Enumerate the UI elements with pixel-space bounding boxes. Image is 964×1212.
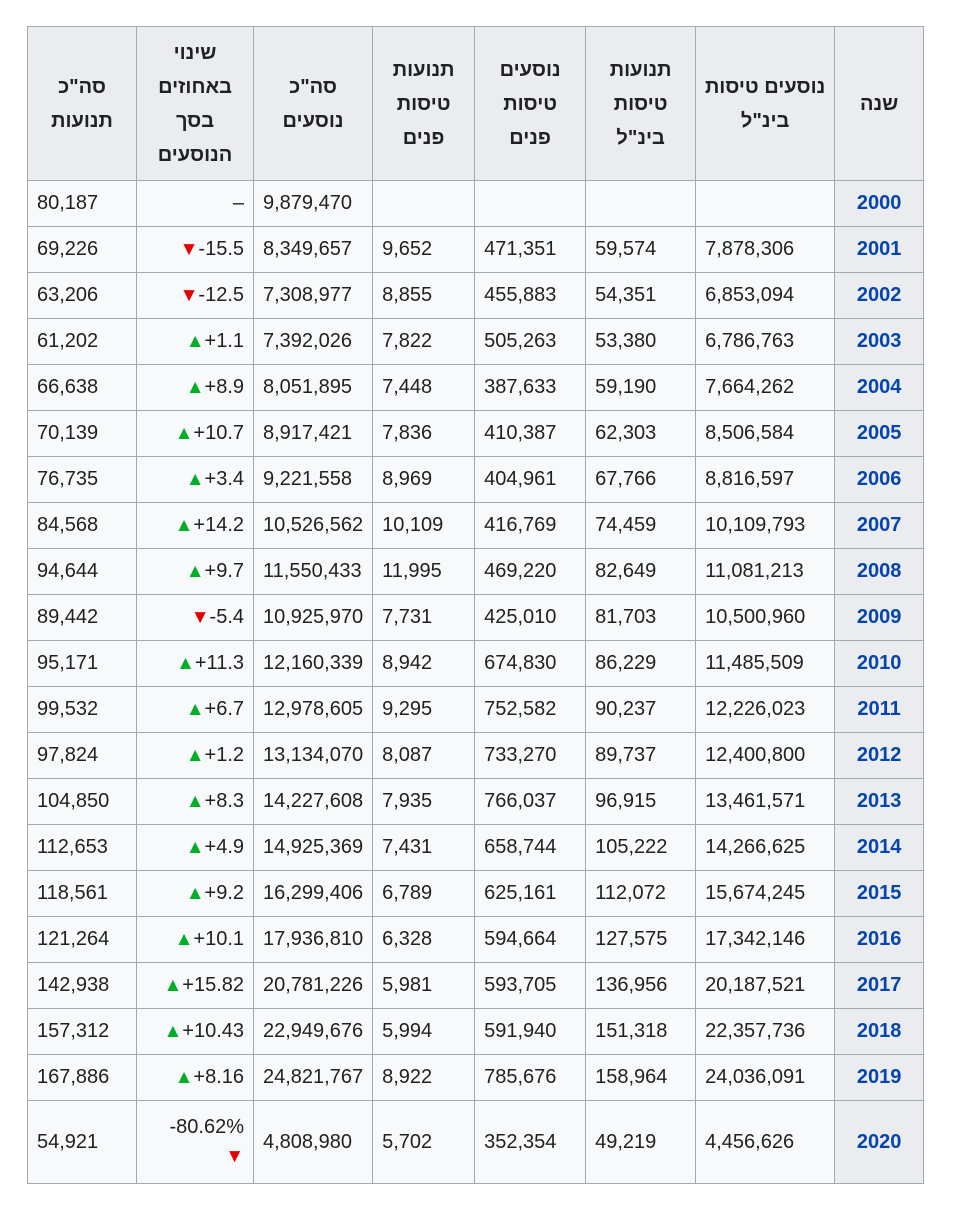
change-value: +9.2 — [204, 882, 244, 904]
total-movements-cell: 63,206 — [28, 273, 137, 319]
triangle-up-icon: ▲ — [185, 837, 205, 858]
change-cell — [137, 549, 254, 595]
table-row — [28, 871, 924, 917]
year-link[interactable]: 2001 — [856, 238, 902, 260]
triangle-down-icon: ▼ — [225, 1146, 244, 1167]
total-movements-cell: 70,139 — [28, 411, 137, 457]
header-dom-movements: תנועות טיסות פנים — [373, 27, 475, 181]
intl-movements-cell: 62,303 — [586, 411, 696, 457]
total-passengers-cell: 20,781,226 — [254, 963, 373, 1009]
dom-movements-cell: 8,942 — [373, 641, 475, 687]
change-value: +11.3 — [194, 652, 244, 674]
table-row — [28, 1009, 924, 1055]
total-movements-cell: 118,561 — [28, 871, 137, 917]
total-passengers-cell: 8,349,657 — [254, 227, 373, 273]
dom-passengers-cell: 469,220 — [475, 549, 586, 595]
year-link[interactable]: 2007 — [856, 514, 902, 536]
change-value: +8.16 — [193, 1066, 244, 1088]
change-cell — [137, 227, 254, 273]
total-movements-cell: 54,921 — [28, 1101, 137, 1184]
table-row — [28, 1101, 924, 1184]
year-link[interactable]: 2000 — [856, 192, 902, 214]
intl-movements-cell: 49,219 — [586, 1101, 696, 1184]
dom-movements-cell: 8,922 — [373, 1055, 475, 1101]
total-movements-cell: 99,532 — [28, 687, 137, 733]
intl-passengers-cell: 6,853,094 — [696, 273, 835, 319]
change-value: +15.82 — [182, 974, 244, 996]
intl-passengers-cell: 12,226,023 — [696, 687, 835, 733]
table-row — [28, 273, 924, 319]
change-value: +1.2 — [204, 744, 244, 766]
triangle-up-icon: ▲ — [163, 975, 183, 996]
year-link[interactable]: 2014 — [856, 836, 902, 858]
dom-movements-cell: 5,702 — [373, 1101, 475, 1184]
change-value: +1.1 — [204, 330, 244, 352]
intl-movements-cell: 74,459 — [586, 503, 696, 549]
year-cell — [835, 457, 924, 503]
total-movements-cell: 157,312 — [28, 1009, 137, 1055]
change-cell — [137, 411, 254, 457]
change-value: -80.62% — [169, 1116, 244, 1138]
dom-passengers-cell: 733,270 — [475, 733, 586, 779]
year-link[interactable]: 2003 — [856, 330, 902, 352]
change-value: +3.4 — [204, 468, 244, 490]
total-passengers-cell: 12,978,605 — [254, 687, 373, 733]
header-year: שנה — [835, 27, 924, 181]
total-movements-cell: 142,938 — [28, 963, 137, 1009]
intl-movements-cell: 82,649 — [586, 549, 696, 595]
triangle-up-icon: ▲ — [174, 1067, 194, 1088]
intl-movements-cell: 136,956 — [586, 963, 696, 1009]
total-passengers-cell: 8,051,895 — [254, 365, 373, 411]
total-passengers-cell: 24,821,767 — [254, 1055, 373, 1101]
year-cell — [835, 411, 924, 457]
total-movements-cell: 112,653 — [28, 825, 137, 871]
change-cell — [137, 1101, 254, 1184]
change-value: +9.7 — [204, 560, 244, 582]
table-row — [28, 411, 924, 457]
dom-movements-cell: 7,448 — [373, 365, 475, 411]
total-passengers-cell: 14,227,608 — [254, 779, 373, 825]
dom-passengers-cell: 404,961 — [475, 457, 586, 503]
dom-passengers-cell: 387,633 — [475, 365, 586, 411]
triangle-up-icon: ▲ — [185, 791, 205, 812]
year-cell — [835, 1055, 924, 1101]
change-cell — [137, 503, 254, 549]
table-row — [28, 181, 924, 227]
change-cell — [137, 733, 254, 779]
change-cell — [137, 273, 254, 319]
year-link[interactable]: 2002 — [856, 284, 902, 306]
total-passengers-cell: 9,221,558 — [254, 457, 373, 503]
intl-passengers-cell: 4,456,626 — [696, 1101, 835, 1184]
dom-passengers-cell: 455,883 — [475, 273, 586, 319]
dom-movements-cell: 6,789 — [373, 871, 475, 917]
intl-passengers-cell: 13,461,571 — [696, 779, 835, 825]
dom-movements-cell: 5,981 — [373, 963, 475, 1009]
dom-passengers-cell: 416,769 — [475, 503, 586, 549]
dom-movements-cell: 8,969 — [373, 457, 475, 503]
table-row — [28, 779, 924, 825]
year-cell — [835, 825, 924, 871]
total-passengers-cell: 16,299,406 — [254, 871, 373, 917]
dom-passengers-cell: 505,263 — [475, 319, 586, 365]
triangle-up-icon: ▲ — [174, 423, 194, 444]
dom-passengers-cell: 674,830 — [475, 641, 586, 687]
change-cell — [137, 365, 254, 411]
year-cell — [835, 319, 924, 365]
year-cell — [835, 365, 924, 411]
total-movements-cell: 80,187 — [28, 181, 137, 227]
dom-passengers-cell: 658,744 — [475, 825, 586, 871]
triangle-up-icon: ▲ — [185, 377, 205, 398]
year-link[interactable]: 2020 — [856, 1130, 902, 1153]
dom-movements-cell: 7,935 — [373, 779, 475, 825]
triangle-down-icon: ▼ — [190, 607, 210, 628]
change-value: +8.3 — [204, 790, 244, 812]
intl-passengers-cell: 6,786,763 — [696, 319, 835, 365]
total-movements-cell: 61,202 — [28, 319, 137, 365]
dom-passengers-cell: 593,705 — [475, 963, 586, 1009]
year-cell — [835, 549, 924, 595]
intl-passengers-cell: 20,187,521 — [696, 963, 835, 1009]
change-value: -12.5 — [198, 284, 244, 306]
triangle-up-icon: ▲ — [185, 561, 205, 582]
intl-movements-cell — [586, 181, 696, 227]
triangle-up-icon: ▲ — [174, 929, 194, 950]
change-cell — [137, 181, 254, 227]
year-link[interactable]: 2013 — [856, 790, 902, 812]
triangle-up-icon: ▲ — [185, 883, 205, 904]
total-passengers-cell: 10,526,562 — [254, 503, 373, 549]
dom-passengers-cell: 425,010 — [475, 595, 586, 641]
change-cell — [137, 457, 254, 503]
intl-movements-cell: 96,915 — [586, 779, 696, 825]
change-value: +10.43 — [182, 1020, 244, 1042]
total-movements-cell: 76,735 — [28, 457, 137, 503]
total-passengers-cell: 9,879,470 — [254, 181, 373, 227]
triangle-up-icon: ▲ — [185, 745, 205, 766]
year-link[interactable]: 2015 — [856, 882, 902, 904]
total-movements-cell: 167,886 — [28, 1055, 137, 1101]
table-row — [28, 319, 924, 365]
dom-movements-cell: 7,731 — [373, 595, 475, 641]
intl-movements-cell: 151,318 — [586, 1009, 696, 1055]
year-cell — [835, 687, 924, 733]
intl-movements-cell: 67,766 — [586, 457, 696, 503]
change-cell — [137, 687, 254, 733]
header-change-pct: שינוי באחוזים בסך הנוסעים — [137, 27, 254, 181]
triangle-up-icon: ▲ — [185, 699, 205, 720]
dom-movements-cell: 11,995 — [373, 549, 475, 595]
table-row — [28, 687, 924, 733]
change-value: – — [232, 192, 244, 214]
change-cell — [137, 917, 254, 963]
table-row — [28, 963, 924, 1009]
intl-movements-cell: 90,237 — [586, 687, 696, 733]
total-passengers-cell: 4,808,980 — [254, 1101, 373, 1184]
triangle-up-icon: ▲ — [174, 515, 194, 536]
change-value: -5.4 — [209, 606, 244, 628]
dom-movements-cell — [373, 181, 475, 227]
year-cell — [835, 1009, 924, 1055]
change-cell — [137, 825, 254, 871]
table-row — [28, 503, 924, 549]
total-passengers-cell: 11,550,433 — [254, 549, 373, 595]
triangle-up-icon: ▲ — [176, 653, 195, 674]
dom-passengers-cell: 594,664 — [475, 917, 586, 963]
intl-passengers-cell: 17,342,146 — [696, 917, 835, 963]
change-cell — [137, 595, 254, 641]
table-body — [28, 181, 924, 1184]
intl-movements-cell: 53,380 — [586, 319, 696, 365]
year-cell — [835, 871, 924, 917]
dom-movements-cell: 9,652 — [373, 227, 475, 273]
total-movements-cell: 84,568 — [28, 503, 137, 549]
intl-passengers-cell: 14,266,625 — [696, 825, 835, 871]
table-row — [28, 457, 924, 503]
table-row — [28, 595, 924, 641]
change-cell — [137, 1009, 254, 1055]
total-passengers-cell: 17,936,810 — [254, 917, 373, 963]
intl-passengers-cell: 22,357,736 — [696, 1009, 835, 1055]
intl-movements-cell: 158,964 — [586, 1055, 696, 1101]
change-value: +6.7 — [204, 698, 244, 720]
intl-passengers-cell: 10,109,793 — [696, 503, 835, 549]
intl-movements-cell: 112,072 — [586, 871, 696, 917]
year-cell — [835, 227, 924, 273]
table-row — [28, 227, 924, 273]
dom-movements-cell: 5,994 — [373, 1009, 475, 1055]
airport-statistics-table — [27, 26, 924, 1184]
dom-passengers-cell: 471,351 — [475, 227, 586, 273]
intl-passengers-cell: 8,506,584 — [696, 411, 835, 457]
total-passengers-cell: 13,134,070 — [254, 733, 373, 779]
total-movements-cell: 94,644 — [28, 549, 137, 595]
change-cell — [137, 779, 254, 825]
total-passengers-cell: 7,308,977 — [254, 273, 373, 319]
table-row — [28, 549, 924, 595]
intl-passengers-cell: 12,400,800 — [696, 733, 835, 779]
year-link[interactable]: 2019 — [856, 1066, 902, 1088]
change-cell — [137, 1055, 254, 1101]
change-cell — [137, 641, 254, 687]
total-passengers-cell: 12,160,339 — [254, 641, 373, 687]
dom-passengers-cell: 625,161 — [475, 871, 586, 917]
table-row — [28, 733, 924, 779]
intl-passengers-cell — [696, 181, 835, 227]
header-intl-movements: תנועות טיסות בינ"ל — [586, 27, 696, 181]
total-movements-cell: 121,264 — [28, 917, 137, 963]
year-cell — [835, 181, 924, 227]
triangle-up-icon: ▲ — [185, 331, 205, 352]
intl-passengers-cell: 7,664,262 — [696, 365, 835, 411]
change-value: +14.2 — [193, 514, 244, 536]
change-value: +8.9 — [204, 376, 244, 398]
year-cell — [835, 733, 924, 779]
dom-passengers-cell — [475, 181, 586, 227]
total-passengers-cell: 22,949,676 — [254, 1009, 373, 1055]
year-link[interactable]: 2008 — [856, 560, 902, 582]
dom-passengers-cell: 785,676 — [475, 1055, 586, 1101]
intl-passengers-cell: 11,081,213 — [696, 549, 835, 595]
change-cell — [137, 963, 254, 1009]
year-link[interactable]: 2010 — [856, 652, 902, 674]
year-link[interactable]: 2011 — [857, 698, 901, 720]
total-passengers-cell: 7,392,026 — [254, 319, 373, 365]
dom-movements-cell: 10,109 — [373, 503, 475, 549]
triangle-up-icon: ▲ — [163, 1021, 183, 1042]
intl-movements-cell: 86,229 — [586, 641, 696, 687]
total-passengers-cell: 8,917,421 — [254, 411, 373, 457]
year-link[interactable]: 2016 — [856, 928, 902, 950]
dom-passengers-cell: 766,037 — [475, 779, 586, 825]
table-row — [28, 917, 924, 963]
intl-passengers-cell: 24,036,091 — [696, 1055, 835, 1101]
intl-passengers-cell: 15,674,245 — [696, 871, 835, 917]
header-intl-passengers: נוסעים טיסות בינ"ל — [696, 27, 835, 181]
intl-passengers-cell: 8,816,597 — [696, 457, 835, 503]
year-cell — [835, 273, 924, 319]
change-cell — [137, 319, 254, 365]
total-movements-cell: 104,850 — [28, 779, 137, 825]
change-value: +10.7 — [193, 422, 244, 444]
dom-movements-cell: 7,822 — [373, 319, 475, 365]
year-cell — [835, 917, 924, 963]
total-movements-cell: 69,226 — [28, 227, 137, 273]
dom-movements-cell: 8,855 — [373, 273, 475, 319]
year-cell — [835, 963, 924, 1009]
year-link[interactable]: 2018 — [856, 1020, 902, 1042]
change-value: +10.1 — [193, 928, 244, 950]
dom-passengers-cell: 410,387 — [475, 411, 586, 457]
intl-movements-cell: 81,703 — [586, 595, 696, 641]
triangle-up-icon: ▲ — [185, 469, 205, 490]
year-cell — [835, 641, 924, 687]
dom-movements-cell: 7,836 — [373, 411, 475, 457]
intl-movements-cell: 54,351 — [586, 273, 696, 319]
dom-passengers-cell: 591,940 — [475, 1009, 586, 1055]
change-value: -15.5 — [198, 238, 244, 260]
dom-movements-cell: 6,328 — [373, 917, 475, 963]
dom-movements-cell: 9,295 — [373, 687, 475, 733]
year-link[interactable]: 2012 — [856, 744, 902, 766]
year-cell — [835, 503, 924, 549]
year-link[interactable]: 2017 — [856, 974, 902, 996]
dom-movements-cell: 8,087 — [373, 733, 475, 779]
year-link[interactable]: 2005 — [856, 422, 902, 444]
total-movements-cell: 66,638 — [28, 365, 137, 411]
total-movements-cell: 97,824 — [28, 733, 137, 779]
intl-movements-cell: 59,574 — [586, 227, 696, 273]
year-cell — [835, 595, 924, 641]
dom-passengers-cell: 752,582 — [475, 687, 586, 733]
table-row — [28, 1055, 924, 1101]
table-row — [28, 641, 924, 687]
header-total-passengers: סה"כ נוסעים — [254, 27, 373, 181]
triangle-down-icon: ▼ — [179, 285, 199, 306]
year-cell — [835, 779, 924, 825]
year-cell — [835, 1101, 924, 1184]
total-passengers-cell: 14,925,369 — [254, 825, 373, 871]
header-row — [28, 27, 924, 181]
intl-movements-cell: 127,575 — [586, 917, 696, 963]
table-row — [28, 365, 924, 411]
header-dom-passengers: נוסעים טיסות פנים — [475, 27, 586, 181]
intl-movements-cell: 89,737 — [586, 733, 696, 779]
change-value: +4.9 — [204, 836, 244, 858]
total-passengers-cell: 10,925,970 — [254, 595, 373, 641]
year-link[interactable]: 2006 — [856, 468, 902, 490]
table-row — [28, 825, 924, 871]
total-movements-cell: 89,442 — [28, 595, 137, 641]
total-movements-cell: 95,171 — [28, 641, 137, 687]
intl-passengers-cell: 11,485,509 — [696, 641, 835, 687]
dom-passengers-cell: 352,354 — [475, 1101, 586, 1184]
intl-passengers-cell: 10,500,960 — [696, 595, 835, 641]
year-link[interactable]: 2009 — [856, 606, 902, 628]
triangle-down-icon: ▼ — [179, 239, 199, 260]
year-link[interactable]: 2004 — [856, 376, 902, 398]
intl-movements-cell: 59,190 — [586, 365, 696, 411]
header-total-movements: סה"כ תנועות — [28, 27, 137, 181]
intl-movements-cell: 105,222 — [586, 825, 696, 871]
intl-passengers-cell: 7,878,306 — [696, 227, 835, 273]
change-cell — [137, 871, 254, 917]
dom-movements-cell: 7,431 — [373, 825, 475, 871]
